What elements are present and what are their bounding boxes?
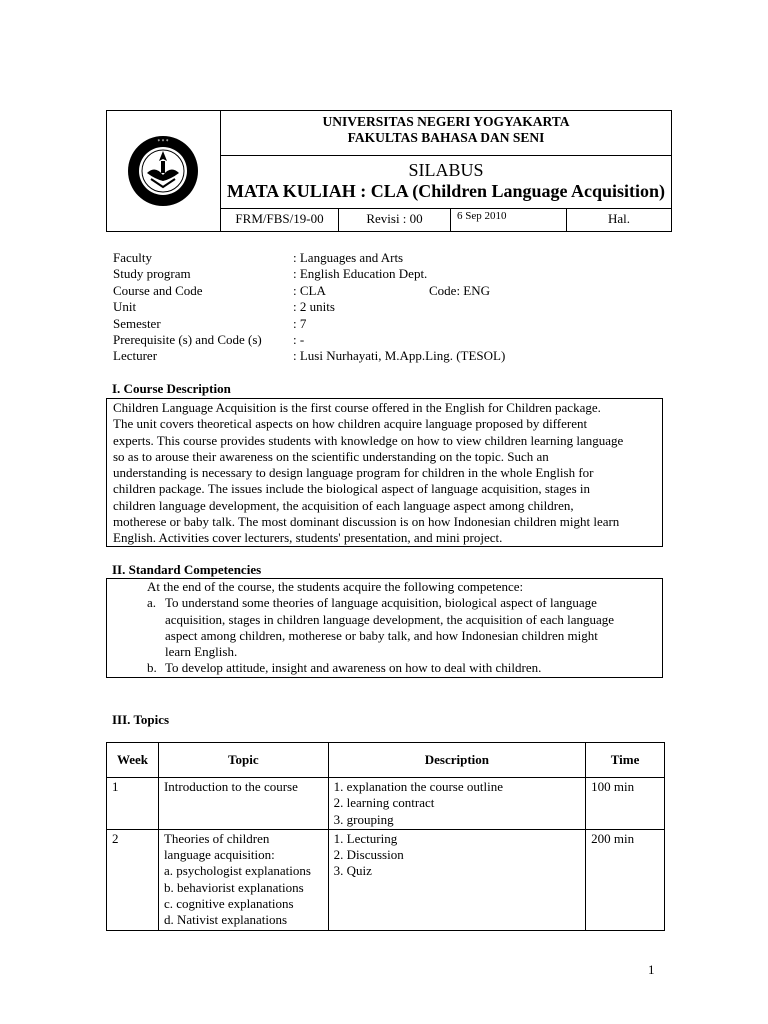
competency-marker: b.	[147, 660, 157, 676]
description-item: 1. explanation the course outline	[333, 779, 503, 794]
description-item: 1. Lecturing	[333, 830, 398, 846]
topics-heading: III. Topics	[112, 712, 170, 727]
info-label: Prerequisite (s) and Code (s)	[113, 331, 262, 347]
cell-topic	[158, 778, 328, 830]
info-label: Faculty	[113, 250, 152, 265]
cell-time: 100 min	[586, 778, 665, 830]
description-line: Children Language Acquisition is the first course offered in the English for Children package.	[113, 400, 601, 415]
cell-week: 1	[107, 778, 159, 830]
university-name: UNIVERSITAS NEGERI YOGYAKARTA	[322, 114, 570, 129]
revision: Revisi : 00	[339, 209, 451, 231]
course-title: MATA KULIAH : CLA (Children Language Acquisition)	[226, 181, 666, 201]
description-line: so as to arouse their awareness on the scientific understanding on the topic. Such an	[113, 448, 549, 464]
description-line: The unit covers theoretical aspects on how children acquire language proposed by different	[113, 416, 588, 432]
description-line: children language development, the acquisition of each language aspect among children,	[113, 497, 574, 513]
topic-line: Introduction to the course	[163, 779, 298, 794]
description-line: experts. This course provides students with knowledge on how to view children learning language	[113, 432, 624, 448]
course-code: Code: ENG	[429, 282, 491, 298]
competency-line: acquisition, stages in children language development, the acquisition of each language	[165, 611, 615, 627]
page-number: 1	[648, 962, 655, 977]
course-description-heading: I. Course Description	[112, 381, 231, 396]
table-row	[107, 829, 665, 930]
topics-table	[106, 742, 665, 931]
cell-time: 200 min	[586, 829, 665, 930]
topic-line: b. behaviorist explanations	[163, 879, 304, 895]
info-value: : CLA	[293, 282, 326, 298]
doc-type: SILABUS	[408, 160, 484, 180]
header-meta-row	[221, 209, 671, 231]
column-header-description: Description	[328, 743, 585, 778]
topic-line: Theories of children	[163, 830, 270, 846]
competency-line: aspect among children, motherese or baby talk, and how Indonesian children might	[165, 627, 598, 643]
description-line: English. Activities cover lecturers, students' presentation, and mini project.	[113, 530, 503, 546]
competency-item	[147, 660, 656, 676]
info-label: Semester	[113, 315, 161, 331]
info-label: Course and Code	[113, 282, 203, 298]
column-header-topic: Topic	[158, 743, 328, 778]
description-line: understanding is necessary to design language program for children in the whole English for	[113, 465, 594, 481]
description-item: 2. Discussion	[333, 847, 404, 863]
info-value: : 2 units	[293, 299, 335, 315]
faculty-name: FAKULTAS BAHASA DAN SENI	[347, 130, 545, 145]
topic-line: a. psychologist explanations	[163, 863, 311, 879]
info-value: : English Education Dept.	[293, 266, 428, 282]
column-header-week: Week	[107, 743, 159, 778]
cell-topic	[158, 829, 328, 930]
info-value: : 7	[293, 315, 307, 331]
info-label: Unit	[113, 299, 137, 315]
university-seal-icon	[127, 135, 199, 207]
description-item: 3. Quiz	[333, 863, 372, 879]
description-line: motherese or baby talk. The most dominant discussion is on how Indonesian children might learn	[113, 514, 620, 530]
logo-cell	[107, 111, 221, 231]
topic-line: language acquisition:	[163, 847, 275, 863]
form-code: FRM/FBS/19-00	[221, 209, 339, 231]
table-header-row	[107, 743, 665, 778]
description-line: children package. The issues include the biological aspect of language acquisition, stages in	[113, 481, 591, 497]
description-item: 3. grouping	[333, 811, 394, 827]
competency-line: To develop attitude, insight and awareness on how to deal with children.	[165, 660, 542, 676]
header-title	[221, 156, 671, 209]
info-label: Study program	[113, 266, 191, 282]
table-row	[107, 778, 665, 830]
topic-line: d. Nativist explanations	[163, 912, 288, 928]
svg-text:* * *: * * *	[157, 139, 169, 145]
info-value: : Languages and Arts	[293, 250, 404, 265]
description-item: 2. learning contract	[333, 795, 435, 811]
competencies-heading: II. Standard Competencies	[112, 562, 262, 577]
info-value: : -	[293, 331, 305, 347]
competency-item	[147, 595, 656, 660]
header-table	[106, 110, 672, 232]
course-description-box	[106, 398, 663, 547]
cell-description	[328, 829, 585, 930]
revision-date: 6 Sep 2010	[451, 209, 567, 231]
info-value: : Lusi Nurhayati, M.App.Ling. (TESOL)	[293, 348, 506, 364]
info-label: Lecturer	[113, 348, 158, 364]
page-label: Hal.	[607, 211, 631, 226]
cell-week: 2	[107, 829, 159, 930]
competency-line: learn English.	[165, 644, 238, 660]
cell-description	[328, 778, 585, 830]
topic-line: c. cognitive explanations	[163, 896, 294, 912]
competencies-box	[106, 578, 663, 678]
competency-marker: a.	[147, 595, 157, 611]
competencies-intro: At the end of the course, the students acquire the following competence:	[147, 579, 524, 594]
header-institution	[221, 111, 671, 156]
competency-line: To understand some theories of language acquisition, biological aspect of language	[165, 595, 597, 611]
column-header-time: Time	[586, 743, 665, 778]
